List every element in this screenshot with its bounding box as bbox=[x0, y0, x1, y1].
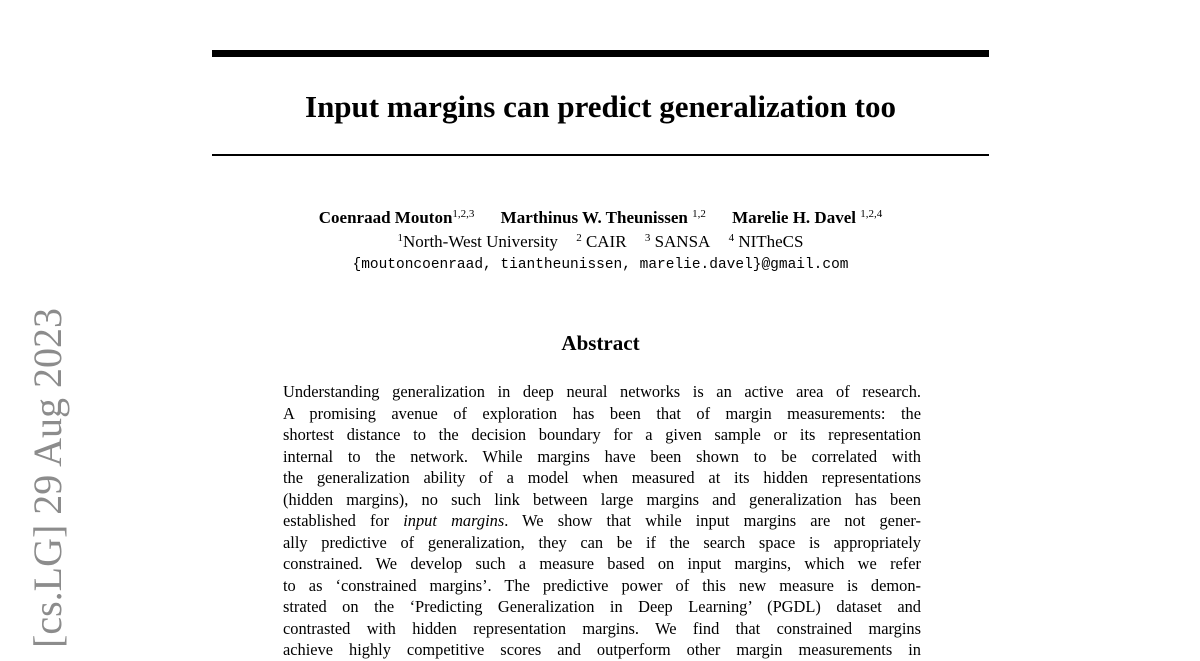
affiliation-list bbox=[212, 231, 989, 253]
top-rule bbox=[212, 50, 989, 57]
title-bottom-rule bbox=[212, 154, 989, 156]
abstract-line: contrasted with hidden representation margins. We find that constrained margins bbox=[283, 618, 921, 638]
abstract-line: strated on the ‘Predicting Generalization in Deep Learning’ (PGDL) dataset and bbox=[283, 597, 921, 616]
abstract-line: established for input margins. We show that while input margins are not gener- bbox=[283, 511, 921, 530]
arxiv-stamp: [cs.LG] 29 Aug 2023 bbox=[25, 308, 70, 648]
affiliation: $^3$ SANSA bbox=[644, 232, 711, 251]
abstract-line: A promising avenue of exploration has been that of margin measurements: the bbox=[283, 403, 921, 423]
abstract-body bbox=[283, 381, 921, 661]
abstract-heading: Abstract bbox=[561, 331, 640, 355]
abstract-line: to as ‘constrained margins’. The predictive power of this new measure is demon- bbox=[283, 575, 921, 595]
affiliation: $^2$ CAIR bbox=[576, 232, 627, 251]
author-emails: {moutoncoenraad, tiantheunissen, marelie.davel}@gmail.com bbox=[352, 257, 849, 273]
abstract-line: shortest distance to the decision boundary for a given sample or its representation bbox=[283, 425, 921, 444]
author: Coenraad Mouton$^{1,2,3}$ bbox=[318, 208, 475, 227]
author-list bbox=[212, 207, 989, 229]
author: Marelie H. Davel $^{1,2,4}$ bbox=[732, 208, 883, 227]
author: Marthinus W. Theunissen $^{1,2}$ bbox=[500, 208, 706, 227]
abstract-line: ally predictive of generalization, they can be if the search space is appropriately bbox=[283, 532, 921, 552]
abstract-line: constrained. We develop such a measure based on input margins, which we refer bbox=[283, 554, 921, 573]
abstract-line: the generalization ability of a model when measured at its hidden representations bbox=[283, 468, 921, 487]
paper-title: Input margins can predict generalization too bbox=[305, 89, 896, 124]
affiliation: $^1$North-West University bbox=[397, 232, 558, 251]
abstract-line: achieve highly competitive scores and outperform other margin measurements in bbox=[283, 640, 921, 659]
abstract-line: internal to the network. While margins have been shown to be correlated with bbox=[283, 446, 921, 466]
abstract-line: (hidden margins), no such link between large margins and generalization has been bbox=[283, 489, 921, 509]
affiliation: $^4$ NITheCS bbox=[728, 232, 804, 251]
abstract-line: Understanding generalization in deep neural networks is an active area of research. bbox=[283, 382, 921, 401]
